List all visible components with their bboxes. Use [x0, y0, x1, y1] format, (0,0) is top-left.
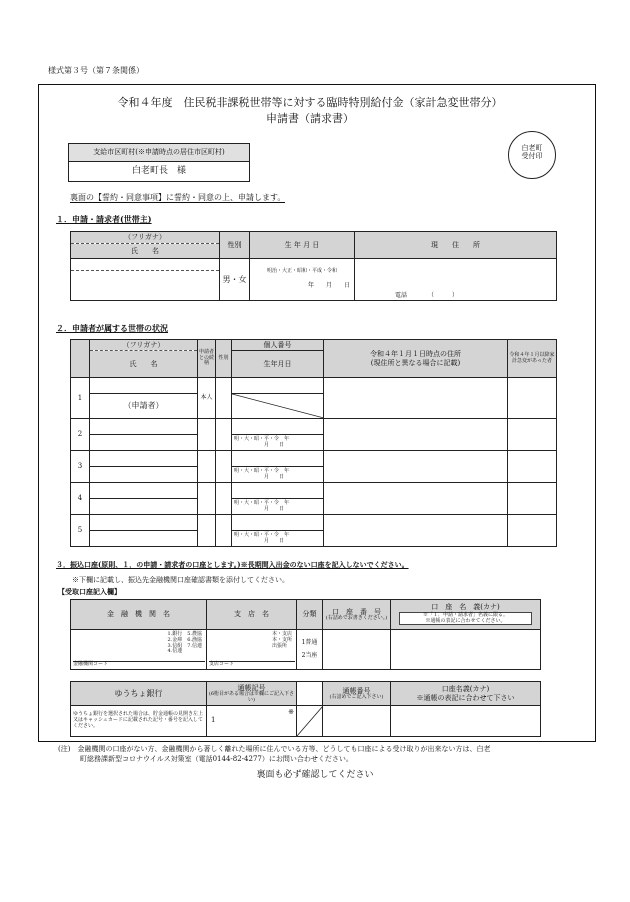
yucho-holder-input[interactable] [391, 706, 541, 737]
bank-name-input[interactable]: 1.銀行 5.農協 2.金庫 6.漁協 3.信組 7.信連 4.信連 金融機関コード [71, 630, 207, 670]
row-tax[interactable] [508, 483, 557, 515]
holder-input[interactable] [391, 630, 541, 670]
row-furigana[interactable] [90, 483, 198, 499]
name-input[interactable] [71, 271, 220, 301]
row-tax[interactable] [508, 451, 557, 483]
phone-label: 電話 （ ） [395, 292, 459, 300]
hh-furigana-header: （フリガナ） [90, 340, 198, 351]
row1-gender[interactable] [216, 378, 232, 419]
row-name[interactable] [90, 467, 198, 483]
row-address[interactable] [324, 451, 508, 483]
row-furigana[interactable] [90, 451, 198, 467]
branch-name-input[interactable]: 本・支店 本・支所 出張所 支店コード [207, 630, 297, 670]
section1-heading: １．申請・請求者(世帯主) [56, 214, 152, 224]
section3-heading: ３．振込口座(原則、１．の申請・請求者の口座とします。)※長期間入出金のない口座を記入しないでください。 [56, 560, 409, 569]
hh-gender-header: 性別 [216, 340, 232, 378]
stamp-line1: 白老町 [521, 144, 543, 152]
gender-header: 性別 [220, 232, 250, 259]
row-gender[interactable] [216, 483, 232, 515]
account-number-input[interactable] [323, 630, 391, 670]
mynumber-header: 個人番号 [232, 340, 324, 351]
birth-ymd: 年 月 日 [307, 281, 350, 289]
row-gender[interactable] [216, 419, 232, 451]
address-header: 現 住 所 [355, 232, 557, 259]
row1-address[interactable] [324, 378, 508, 419]
section3-note1: ※下欄に記載し、振込先金融機関口座確認書類を添付してください。 [72, 576, 289, 584]
branch-code-label: 支店コード [209, 661, 235, 668]
row-relation[interactable] [198, 515, 216, 547]
municipality-box [68, 143, 250, 182]
row-number: 1 [71, 378, 90, 419]
row-mynumber[interactable] [232, 419, 324, 435]
row1-furigana[interactable] [90, 378, 198, 394]
yucho-holder-header: 口座名義(カナ) ※通帳の表記に合わせて下さい [391, 682, 541, 706]
tsucho-kigo-header: 通帳記号 (6桁目がある場合は※欄にご記入下さい) [207, 682, 297, 706]
municipality-value[interactable]: 白老町長 様 [131, 166, 186, 176]
row-number: 2 [71, 419, 90, 451]
bank-table [70, 599, 541, 670]
row-mynumber[interactable] [232, 515, 324, 531]
row-furigana[interactable] [90, 419, 198, 435]
birthdate-header: 生 年 月 日 [250, 232, 355, 259]
row-relation[interactable] [198, 419, 216, 451]
hh-name-header: 氏 名 [90, 351, 198, 378]
footnote-line1: (注) 金融機関の口座がない方、金融機関から著しく離れた場所に住んでいる方等、どうしても口座による受け取りが出来ない方は、白老 [58, 745, 491, 753]
row-gender[interactable] [216, 451, 232, 483]
furigana-input[interactable] [71, 259, 220, 271]
row-relation[interactable] [198, 451, 216, 483]
form-title: 令和４年度 住民税非課税世帯等に対する臨時特別給付金（家計急変世帯分） [117, 96, 503, 109]
row-mynumber[interactable] [232, 483, 324, 499]
tax-header: 令和４年１月以降家計急変があった者 [508, 340, 557, 378]
row-gender[interactable] [216, 515, 232, 547]
row-birth[interactable]: 明・大・昭・平・令 年 月 日 [232, 531, 324, 547]
category-header: 分類 [297, 600, 323, 630]
row-number: 4 [71, 483, 90, 515]
row-address[interactable] [324, 483, 508, 515]
row-name[interactable] [90, 499, 198, 515]
row-number: 3 [71, 451, 90, 483]
account-number-header: 口 座 番 号 (右詰めでお書きください。) [323, 600, 391, 630]
stamp-line2: 受付印 [521, 152, 543, 161]
tsucho-bango-input[interactable] [323, 706, 391, 737]
yucho-blocked [297, 682, 323, 706]
row1-relation: 本人 [198, 378, 216, 419]
form-number: 様式第３号（第７条関係） [48, 66, 144, 75]
footnote-line2: 町総務課新型コロナウイルス対策室（電話0144-82-4277）にお問い合わせください。 [80, 755, 353, 763]
back-notice: 裏面も必ず確認してください [256, 770, 374, 780]
yucho-header: ゆうちょ銀行 [71, 682, 207, 706]
row-tax[interactable] [508, 419, 557, 451]
relation-header: 申請者との続柄 [198, 340, 216, 378]
furigana-header: （フリガナ） [71, 232, 220, 244]
form-subtitle: 申請書（請求書） [266, 112, 354, 125]
bank-name-header: 金 融 機 関 名 [71, 600, 207, 630]
era-options: 明治・大正・昭和・平成・令和 [266, 268, 337, 275]
row-birth[interactable]: 明・大・昭・平・令 年 月 日 [232, 499, 324, 515]
row-relation[interactable] [198, 483, 216, 515]
yucho-blocked-slash [297, 706, 323, 737]
row-furigana[interactable] [90, 515, 198, 531]
section3-note2: 【受取口座記入欄】 [58, 587, 121, 596]
hh-birth-header: 生年月日 [232, 351, 324, 378]
row-birth[interactable]: 明・大・昭・平・令 年 月 日 [232, 435, 324, 451]
row1-mynumber[interactable] [232, 378, 324, 394]
branch-name-header: 支 店 名 [207, 600, 297, 630]
category-input[interactable]: 1普通 2当座 [297, 630, 323, 670]
name-header: 氏 名 [71, 244, 220, 259]
row-address[interactable] [324, 515, 508, 547]
row1-tax[interactable] [508, 378, 557, 419]
municipality-label: 支給市区町村(※申請時点の居住市区町村) [69, 144, 249, 162]
hh-address-header: 令和４年１月１日時点の住所 (現住所と異なる場合に記載) [324, 340, 508, 378]
section2-heading: ２．申請者が属する世帯の状況 [56, 323, 168, 333]
applicant-table [70, 231, 557, 301]
gender-options[interactable]: 男・女 [220, 259, 250, 301]
bank-code-label: 金融機関コード [73, 661, 109, 668]
tsucho-kigo-input[interactable]: 1 ※ [207, 706, 297, 737]
row-name[interactable] [90, 435, 198, 451]
birthdate-input[interactable] [250, 259, 355, 301]
consent-text: 裏面の【誓約・同意事項】に誓約・同意の上、申請します。 [70, 193, 286, 202]
address-input[interactable] [355, 259, 557, 301]
row-tax[interactable] [508, 515, 557, 547]
yucho-table [70, 681, 541, 737]
row1-name: （申請者） [90, 394, 198, 419]
yucho-note: ゆうちょ銀行を選択された場合は、貯金通帳の見開き左上又はキャッシュカードに記載された記号・番号を記入してください。 [71, 706, 207, 737]
row-birth[interactable]: 明・大・昭・平・令 年 月 日 [232, 467, 324, 483]
row-mynumber[interactable] [232, 451, 324, 467]
reception-stamp [508, 131, 556, 179]
row-number: 5 [71, 515, 90, 547]
household-table [70, 339, 557, 547]
row-name[interactable] [90, 531, 198, 547]
row-address[interactable] [324, 419, 508, 451]
holder-header: 口 座 名 義(カナ) ※「１．申請・請求者」名義に限る。 ※通帳の表記に合わせてください。 [391, 600, 541, 630]
tsucho-bango-header: 通帳番号 (右詰めでご記入下さい) [323, 682, 391, 706]
row1-birth-blocked [232, 394, 324, 419]
